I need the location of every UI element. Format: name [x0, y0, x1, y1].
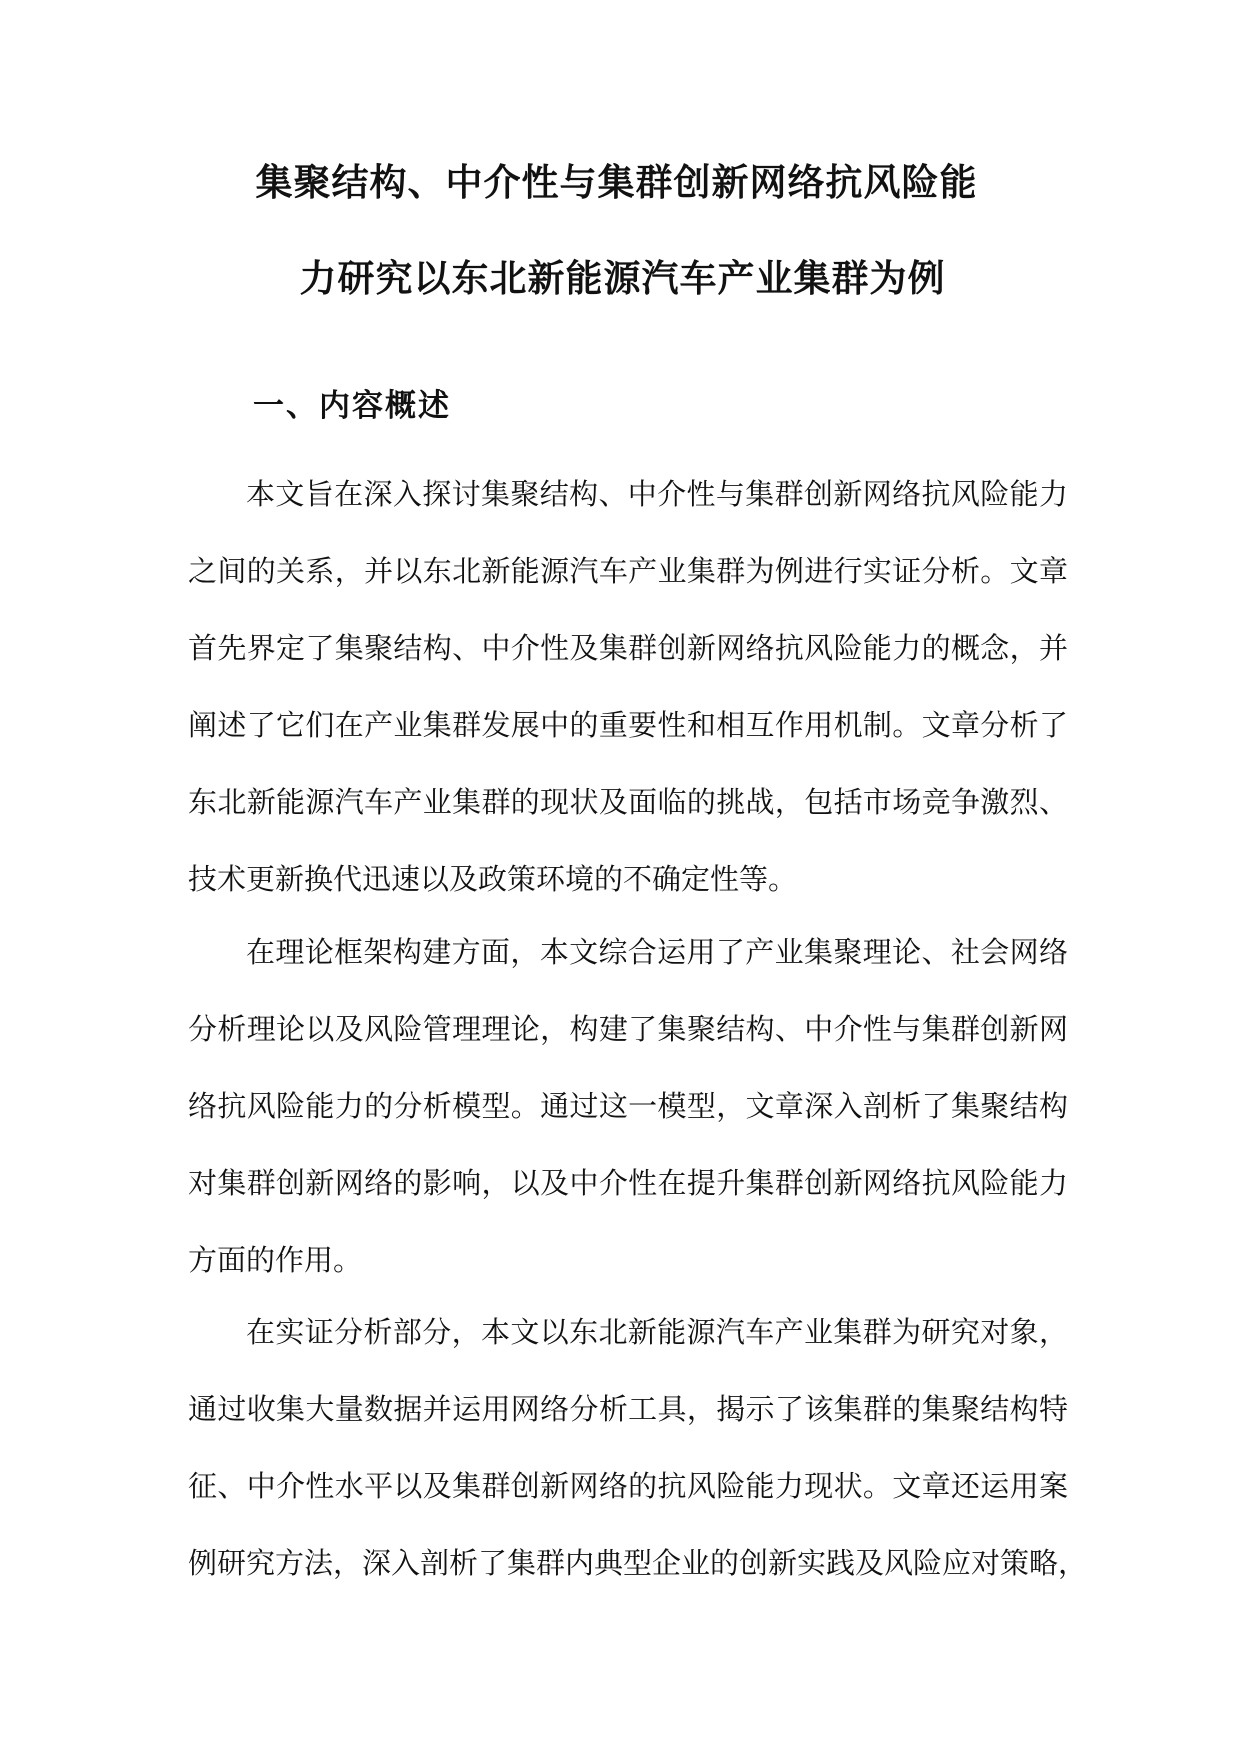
paragraph-line: 对集群创新网络的影响，以及中介性在提升集群创新网络抗风险能力 — [188, 1166, 1068, 1200]
paragraph-line: 阐述了它们在产业集群发展中的重要性和相互作用机制。文章分析了 — [188, 708, 1068, 742]
paragraph-line: 通过收集大量数据并运用网络分析工具，揭示了该集群的集聚结构特 — [188, 1392, 1068, 1426]
document-title-line-1: 集聚结构、中介性与集群创新网络抗风险能 — [255, 161, 978, 204]
section-heading: 一、内容概述 — [253, 388, 451, 424]
paragraph-2 — [188, 914, 1068, 1299]
paragraph-line: 在理论框架构建方面，本文综合运用了产业集聚理论、社会网络 — [246, 935, 1068, 969]
paragraph-line: 技术更新换代迅速以及政策环境的不确定性等。 — [188, 862, 798, 896]
paragraph-line: 络抗风险能力的分析模型。通过这一模型，文章深入剖析了集聚结构 — [188, 1089, 1068, 1123]
paragraph-line: 首先界定了集聚结构、中介性及集群创新网络抗风险能力的概念，并 — [188, 631, 1068, 665]
paragraph-line: 东北新能源汽车产业集群的现状及面临的挑战，包括市场竞争激烈、 — [188, 785, 1068, 819]
paragraph-line: 本文旨在深入探讨集聚结构、中介性与集群创新网络抗风险能力 — [246, 477, 1068, 511]
paragraph-1 — [188, 456, 1068, 918]
document-title-line-2: 力研究以东北新能源汽车产业集群为例 — [299, 257, 946, 300]
paragraph-line: 在实证分析部分，本文以东北新能源汽车产业集群为研究对象， — [246, 1315, 1068, 1349]
paragraph-line: 分析理论以及风险管理理论，构建了集聚结构、中介性与集群创新网 — [188, 1012, 1068, 1046]
paragraph-line: 之间的关系，并以东北新能源汽车产业集群为例进行实证分析。文章 — [188, 554, 1068, 588]
paragraph-line: 征、中介性水平以及集群创新网络的抗风险能力现状。文章还运用案 — [188, 1469, 1068, 1503]
paragraph-3 — [188, 1294, 1088, 1602]
paragraph-line: 方面的作用。 — [188, 1243, 363, 1277]
paragraph-line: 例研究方法，深入剖析了集群内典型企业的创新实践及风险应对策略， — [188, 1546, 1088, 1580]
